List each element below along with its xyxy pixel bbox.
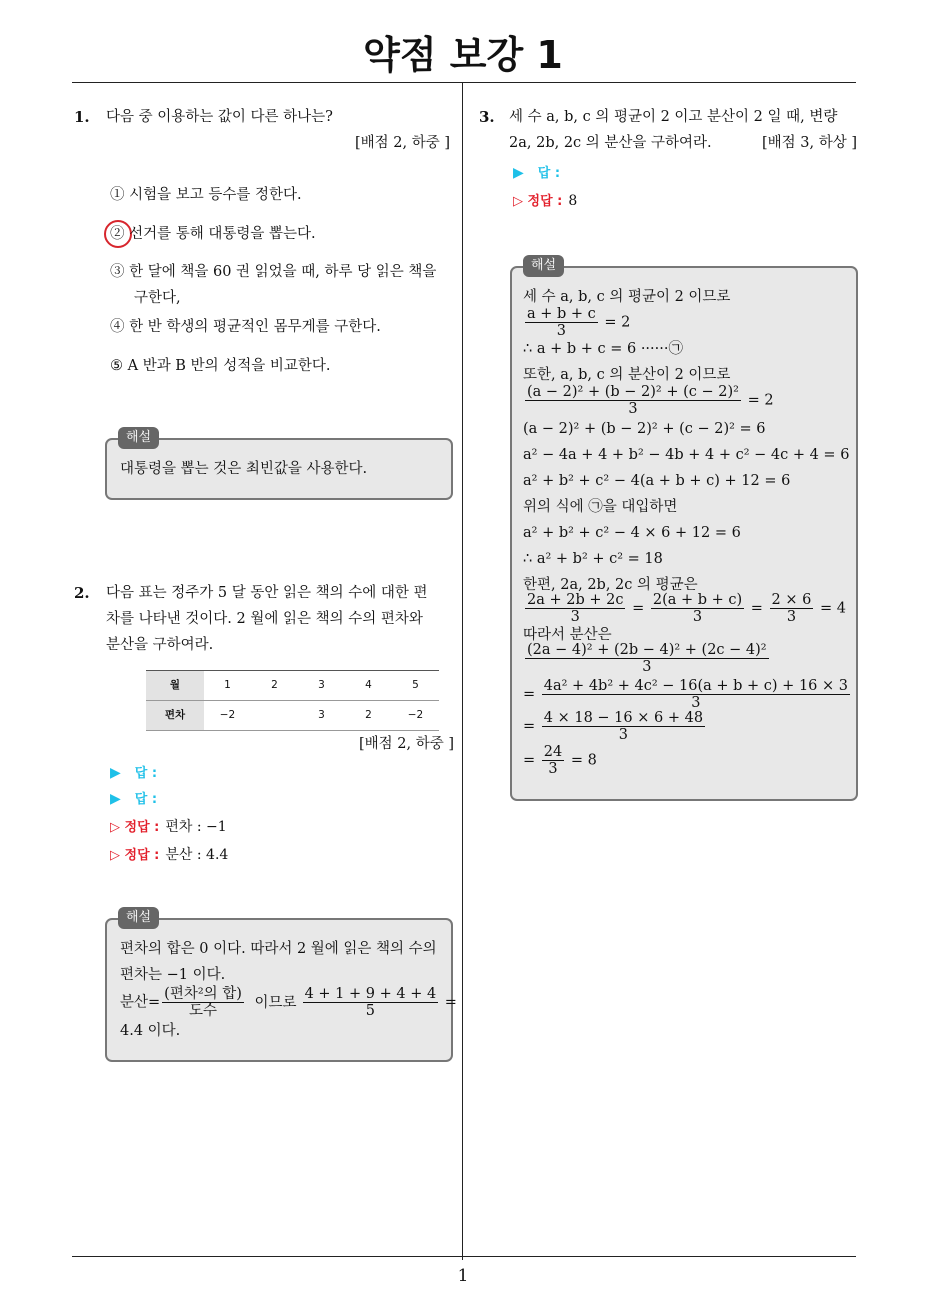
table-cell: 5 xyxy=(392,671,439,701)
table-header-cell: 월 xyxy=(146,671,204,701)
q1-number: 1. xyxy=(74,108,90,126)
q3-sol-s10: a² + b² + c² − 4 × 6 + 12 = 6 xyxy=(523,525,741,541)
deviation-table xyxy=(146,670,439,731)
table-cell: 4 xyxy=(345,671,392,701)
q2-correct-1: ▷ 정답 : 편차 : −1 xyxy=(110,819,227,835)
q1-option-5[interactable]: ⑤ A 반과 B 반의 성적을 비교한다. xyxy=(110,358,331,374)
q3-sol-s3: ∴ a + b + c = 6 ······㉠ xyxy=(523,341,683,357)
q3-sol-s8: a² + b² + c² − 4(a + b + c) + 12 = 6 xyxy=(523,473,791,489)
q3-sol-s11: ∴ a² + b² + c² = 18 xyxy=(523,551,663,567)
q2-text-line3: 분산을 구하여라. xyxy=(106,637,214,653)
q3-text-line1: 세 수 a, b, c 의 평균이 2 이고 분산이 2 일 때, 변량 xyxy=(509,109,838,125)
page-title: 약점 보강 1 xyxy=(363,33,563,77)
triangle-outline-icon: ▷ xyxy=(110,820,125,835)
q3-sol-s7: a² − 4a + 4 + b² − 4b + 4 + c² − 4c + 4 = 6 xyxy=(523,447,850,463)
q3-sol-f7: = $\frac{24}{3}$ = 8 xyxy=(523,744,597,777)
q2-correct-2: ▷ 정답 : 분산 : 4.4 xyxy=(110,847,229,863)
triangle-outline-icon: ▷ xyxy=(110,848,125,863)
q3-sol-s12: 한편, 2a, 2b, 2c 의 평균은 xyxy=(523,577,698,593)
q3-sol-s14: 따라서 분산은 xyxy=(523,627,612,643)
table-cell: 2 xyxy=(345,701,392,731)
table-cell: 1 xyxy=(204,671,251,701)
q3-solution-tag: 해설 xyxy=(523,255,564,277)
q1-option-4[interactable]: ④ 한 반 학생의 평균적인 몸무게를 구한다. xyxy=(110,319,381,335)
q3-sol-s6: (a − 2)² + (b − 2)² + (c − 2)² = 6 xyxy=(523,421,766,437)
table-cell: 3 xyxy=(298,701,345,731)
play-icon: ▶ xyxy=(110,791,121,807)
q2-answer-1[interactable]: ▶ 답 : xyxy=(110,765,158,781)
q3-meta: [배점 3, 하상 ] xyxy=(761,135,857,151)
q3-sol-f1: $\frac{a + b + c}{3}$ = 2 xyxy=(527,306,631,339)
table-header-cell: 편차 xyxy=(146,701,204,731)
q1-solution-tag: 해설 xyxy=(118,427,159,449)
q2-solution-tag: 해설 xyxy=(118,907,159,929)
q1-solution-text: 대통령을 뽑는 것은 최빈값을 사용한다. xyxy=(120,461,368,477)
q1-option-2[interactable]: ② 선거를 통해 대통령을 뽑는다. xyxy=(110,226,316,242)
q2-number: 2. xyxy=(74,584,90,602)
q3-sol-s1: 세 수 a, b, c 의 평균이 2 이므로 xyxy=(523,289,731,305)
q3-sol-s9: 위의 식에 ㉠을 대입하면 xyxy=(523,499,678,515)
q3-sol-f5: = $\frac{\text{4a² + 4b² + 4c² − 16(a + b + c) + 16 × 3}}{3}$ xyxy=(523,678,848,711)
q1-meta: [배점 2, 하중 ] xyxy=(354,135,450,151)
q1-option-1[interactable]: ① 시험을 보고 등수를 정한다. xyxy=(110,187,302,203)
table-row xyxy=(146,671,439,701)
q3-sol-s4: 또한, a, b, c 의 분산이 2 이므로 xyxy=(523,367,731,383)
q2-solution-line4: 4.4 이다. xyxy=(120,1023,181,1039)
table-row xyxy=(146,701,439,731)
right-column xyxy=(463,0,926,1256)
table-cell: −2 xyxy=(392,701,439,731)
bottom-rule xyxy=(72,1256,856,1257)
q2-meta: [배점 2, 하중 ] xyxy=(358,736,454,752)
left-column xyxy=(0,0,462,1256)
q2-solution-line2: 편차는 −1 이다. xyxy=(120,967,226,983)
q2-text-line1: 다음 표는 정주가 5 달 동안 읽은 책의 수에 대한 편 xyxy=(106,585,428,601)
q3-answer[interactable]: ▶ 답 : xyxy=(513,165,561,181)
page-number: 1 xyxy=(457,1266,469,1286)
q2-solution-line1: 편차의 합은 0 이다. 따라서 2 월에 읽은 책의 수의 xyxy=(120,941,437,957)
play-icon: ▶ xyxy=(110,765,121,781)
q2-solution-formula: 분산= $\frac{\text{(편차²의 합)}}{\text{도수}}$ 이므로 $\frac{4 + 1 + 9 + 4 + 4}{5}$ = xyxy=(120,986,457,1019)
play-icon: ▶ xyxy=(513,165,524,181)
table-cell-blank xyxy=(251,701,298,731)
table-cell: −2 xyxy=(204,701,251,731)
q3-text-line2: 2a, 2b, 2c 의 분산을 구하여라. xyxy=(509,135,712,151)
q3-sol-f2: $\frac{\text{(a − 2)² + (b − 2)² + (c − 2)²}}{3}$ = 2 xyxy=(527,384,774,417)
q3-number: 3. xyxy=(479,108,495,126)
q3-sol-f4: $\frac{\text{(2a − 4)² + (2b − 4)² + (2c − 4)²}}{3}$ xyxy=(527,642,767,675)
q3-sol-f6: = $\frac{4 \times 18 - 16 \times 6 + 48}{3}$ xyxy=(523,710,704,743)
q1-text: 다음 중 이용하는 값이 다른 하나는? xyxy=(106,109,333,125)
table-cell: 2 xyxy=(251,671,298,701)
q3-correct: ▷ 정답 : 8 xyxy=(513,193,578,209)
triangle-outline-icon: ▷ xyxy=(513,194,528,209)
q1-option-3[interactable]: ③ 한 달에 책을 60 권 읽었을 때, 하루 당 읽은 책을 xyxy=(110,264,437,280)
table-cell: 3 xyxy=(298,671,345,701)
q2-answer-2[interactable]: ▶ 답 : xyxy=(110,791,158,807)
q2-text-line2: 차를 나타낸 것이다. 2 월에 읽은 책의 수의 편차와 xyxy=(106,611,423,627)
q3-sol-f3: $\frac{2a + 2b + 2c}{3}$ = $\frac{2(a + b + c)}{3}$ = $\frac{2 \times 6}{3}$ = 4 xyxy=(527,592,846,625)
q1-option-3-cont: 구한다, xyxy=(134,290,181,306)
